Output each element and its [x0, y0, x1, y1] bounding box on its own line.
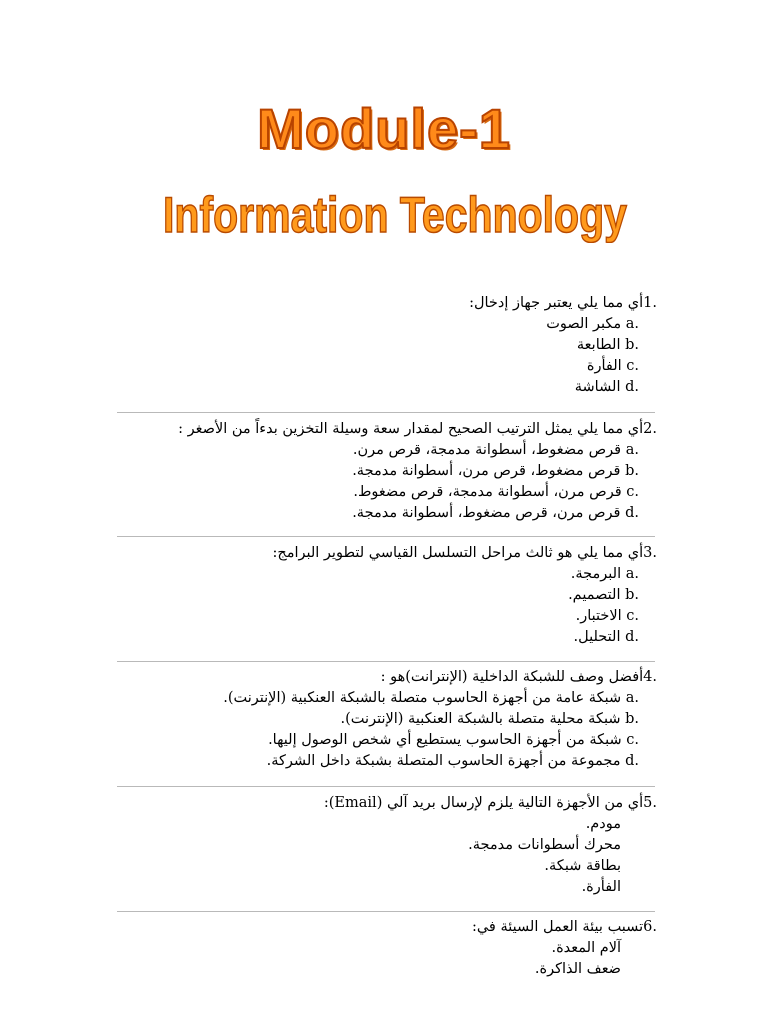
- option-c: [117, 730, 657, 751]
- question-text: أي مما يلي هو ثالث مراحل التسلسل القياسي لتطوير البرامج:: [272, 545, 644, 561]
- question-number: 3.: [643, 545, 657, 561]
- option-d: [117, 751, 657, 772]
- option-letter: d.: [625, 505, 639, 521]
- separator-line: [117, 911, 655, 912]
- option-letter: c.: [626, 732, 639, 748]
- option-text: قرص مضغوط، أسطوانة مدمجة، قرص مرن.: [352, 442, 622, 458]
- question-6: [117, 916, 657, 980]
- option-d: [117, 377, 657, 398]
- option-text: الاختبار.: [575, 608, 622, 624]
- option-1: [117, 938, 657, 959]
- option-b: [117, 461, 657, 482]
- question-stem: [117, 666, 657, 688]
- option-4: [117, 877, 657, 898]
- option-b: [117, 709, 657, 730]
- option-d: [117, 503, 657, 524]
- option-2: [117, 835, 657, 856]
- question-3: [117, 542, 657, 648]
- question-stem: [117, 792, 657, 814]
- question-text: أي مما يلي يمثل الترتيب الصحيح لمقدار سعة وسيلة التخزين بدءاً من الأصغر :: [178, 421, 644, 437]
- option-text: مودم.: [585, 816, 621, 832]
- option-letter: b.: [625, 711, 639, 727]
- option-letter: c.: [626, 608, 639, 624]
- option-1: [117, 814, 657, 835]
- separator-line: [117, 786, 655, 787]
- option-c: [117, 356, 657, 377]
- question-4: [117, 666, 657, 772]
- option-letter: c.: [626, 358, 639, 374]
- option-d: [117, 627, 657, 648]
- option-a: [117, 440, 657, 461]
- option-text: مجموعة من أجهزة الحاسوب المتصلة بشبكة داخل الشركة.: [266, 753, 621, 769]
- option-letter: b.: [625, 337, 639, 353]
- option-text: شبكة عامة من أجهزة الحاسوب متصلة بالشبكة العنكبية (الإنترنت).: [223, 690, 622, 706]
- option-text: التصميم.: [568, 587, 621, 603]
- question-stem: [117, 916, 657, 938]
- option-letter: d.: [625, 379, 639, 395]
- option-a: [117, 564, 657, 585]
- option-c: [117, 482, 657, 503]
- separator-line: [117, 536, 655, 537]
- question-2: [117, 418, 657, 524]
- option-text: آلام المعدة.: [551, 940, 621, 956]
- option-text: الشاشة: [574, 379, 621, 395]
- option-2: [117, 959, 657, 980]
- option-letter: a.: [625, 566, 639, 582]
- option-letter: d.: [625, 753, 639, 769]
- option-text: الطابعة: [576, 337, 621, 353]
- question-number: 6.: [643, 919, 657, 935]
- option-a: [117, 314, 657, 335]
- option-c: [117, 606, 657, 627]
- option-letter: a.: [625, 316, 639, 332]
- question-number: 5.: [643, 795, 657, 811]
- option-letter: b.: [625, 587, 639, 603]
- question-text: أفضل وصف للشبكة الداخلية (الإنترانت)هو :: [380, 669, 644, 685]
- option-text: الفأرة.: [581, 879, 621, 895]
- option-text: ضعف الذاكرة.: [534, 961, 621, 977]
- question-number: 1.: [643, 295, 657, 311]
- question-text: أي مما يلي يعتبر جهاز إدخال:: [469, 295, 644, 311]
- option-b: [117, 335, 657, 356]
- option-text: قرص مضغوط، قرص مرن، أسطوانة مدمجة.: [352, 463, 621, 479]
- option-letter: a.: [625, 442, 639, 458]
- option-text: قرص مرن، أسطوانة مدمجة، قرص مضغوط.: [353, 484, 622, 500]
- option-text: البرمجة.: [570, 566, 622, 582]
- option-b: [117, 585, 657, 606]
- question-number: 4.: [643, 669, 657, 685]
- option-text: بطاقة شبكة.: [544, 858, 621, 874]
- option-text: قرص مرن، قرص مضغوط، أسطوانة مدمجة.: [352, 505, 621, 521]
- option-text: الفأرة: [586, 358, 622, 374]
- option-3: [117, 856, 657, 877]
- question-text: تسبب بيئة العمل السيئة في:: [471, 919, 644, 935]
- question-text: أي من الأجهزة التالية يلزم لإرسال بريد آلي (Email):: [323, 795, 644, 811]
- separator-line: [117, 661, 655, 662]
- module-title: Module-1: [257, 97, 511, 160]
- question-5: [117, 792, 657, 898]
- question-stem: [117, 418, 657, 440]
- question-stem: [117, 542, 657, 564]
- option-letter: d.: [625, 629, 639, 645]
- option-text: شبكة من أجهزة الحاسوب يستطيع أي شخص الوصول إليها.: [268, 732, 622, 748]
- separator-line: [117, 412, 655, 413]
- option-text: مكبر الصوت: [546, 316, 622, 332]
- option-text: شبكة محلية متصلة بالشبكة العنكبية (الإنترنت).: [340, 711, 621, 727]
- question-1: [117, 292, 657, 398]
- option-text: محرك أسطوانات مدمجة.: [468, 837, 621, 853]
- option-text: التحليل.: [573, 629, 621, 645]
- option-letter: c.: [626, 484, 639, 500]
- question-number: 2.: [643, 421, 657, 437]
- subject-title: Information Technology: [163, 187, 627, 243]
- option-letter: a.: [625, 690, 639, 706]
- question-stem: [117, 292, 657, 314]
- option-a: [117, 688, 657, 709]
- option-letter: b.: [625, 463, 639, 479]
